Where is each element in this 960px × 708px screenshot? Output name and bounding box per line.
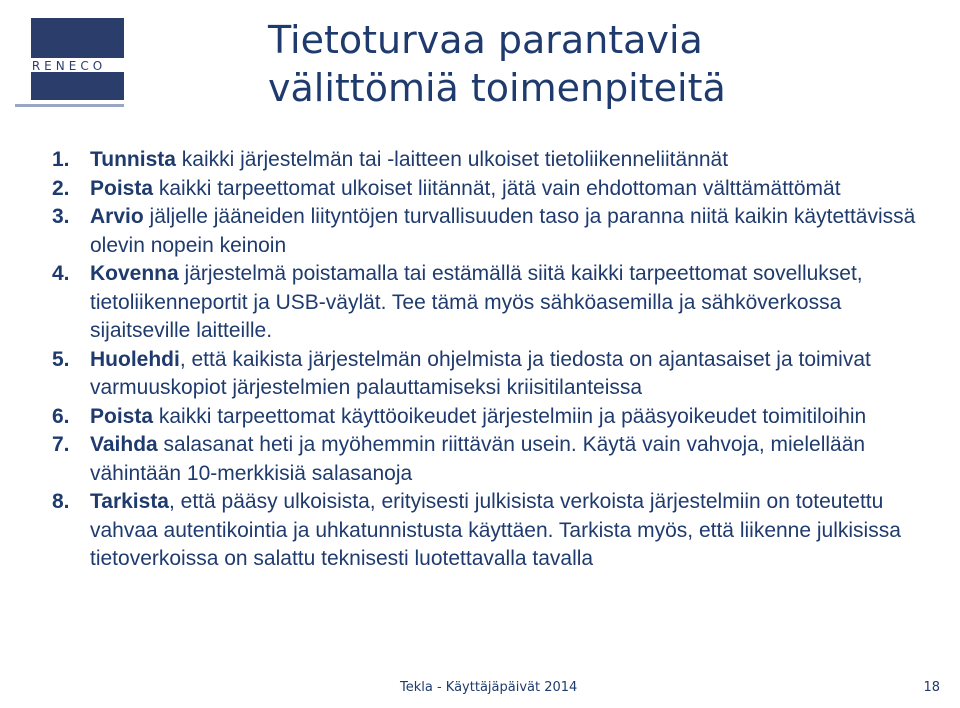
item-text: kaikki tarpeettomat ulkoiset liitännät, jätä vain ehdottoman välttämättömät xyxy=(153,176,841,200)
item-keyword: Vaihda xyxy=(90,433,158,456)
item-number: 3. xyxy=(52,205,70,228)
item-keyword: Tunnista xyxy=(90,148,176,171)
slide-title xyxy=(268,16,948,112)
item-number: 1. xyxy=(52,148,70,171)
item-keyword: Arvio xyxy=(90,205,144,228)
item-keyword: Poista xyxy=(90,176,154,200)
logo-text: RENECO xyxy=(31,59,107,73)
list-item xyxy=(52,260,932,346)
item-number: 6. xyxy=(52,404,70,428)
reneco-logo xyxy=(15,18,124,113)
item-text: järjestelmä poistamalla tai estämällä siitä kaikki tarpeettomat sovellukset, tietoliikenneportit ja USB-väylät. Tee tämä myös sähköasemilla ja sähköverkossa sijaitseville laitteille. xyxy=(90,262,863,342)
item-number: 2. xyxy=(52,176,70,200)
reneco-logo-mark xyxy=(15,18,124,113)
logo-underline xyxy=(15,104,124,107)
item-number: 4. xyxy=(52,262,70,285)
list-item xyxy=(52,203,932,260)
item-text: kaikki tarpeettomat käyttöoikeudet järjestelmiin ja pääsyoikeudet toimitiloihin xyxy=(153,404,867,428)
list-item xyxy=(52,431,932,488)
item-number: 7. xyxy=(52,433,70,456)
item-text: jäljelle jääneiden liityntöjen turvallisuuden taso ja paranna niitä kaikin käytettävissä olevin nopein keinoin xyxy=(90,205,916,257)
item-number: 5. xyxy=(52,347,70,371)
title-line-2: välittömiä toimenpiteitä xyxy=(268,66,726,110)
page-number: 18 xyxy=(923,680,940,695)
title-line-1: Tietoturvaa parantavia xyxy=(268,18,703,62)
item-text: , että pääsy ulkoisista, erityisesti julkisista verkoista järjestelmiin on toteutettu vahvaa autentikointia ja uhkatunnistusta käyttäen. Tarkista myös, että liikenne julkisissa tietoverkoissa on salattu teknisesti luotettavalla tavalla xyxy=(90,490,901,570)
steps-list xyxy=(52,146,932,574)
item-keyword: Huolehdi xyxy=(90,347,180,371)
footer-text: Tekla - Käyttäjäpäivät 2014 xyxy=(400,680,578,695)
item-number: 8. xyxy=(52,490,70,513)
list-item xyxy=(52,488,932,574)
item-text: kaikki järjestelmän tai -laitteen ulkoiset tietoliikenneliitännät xyxy=(175,148,729,171)
list-item xyxy=(52,146,932,175)
list-item xyxy=(52,175,932,204)
list-item xyxy=(52,346,932,403)
item-keyword: Tarkista xyxy=(90,490,169,513)
item-keyword: Poista xyxy=(90,404,154,428)
item-keyword: Kovenna xyxy=(90,262,179,285)
list-item xyxy=(52,403,932,432)
item-text: , että kaikista järjestelmän ohjelmista ja tiedosta on ajantasaiset ja toimivat varmuuskopiot järjestelmien palauttamiseksi kriisitilanteissa xyxy=(90,347,871,399)
item-text: salasanat heti ja myöhemmin riittävän usein. Käytä vain vahvoja, mielellään vähintään 10-merkkisiä salasanoja xyxy=(90,433,866,485)
